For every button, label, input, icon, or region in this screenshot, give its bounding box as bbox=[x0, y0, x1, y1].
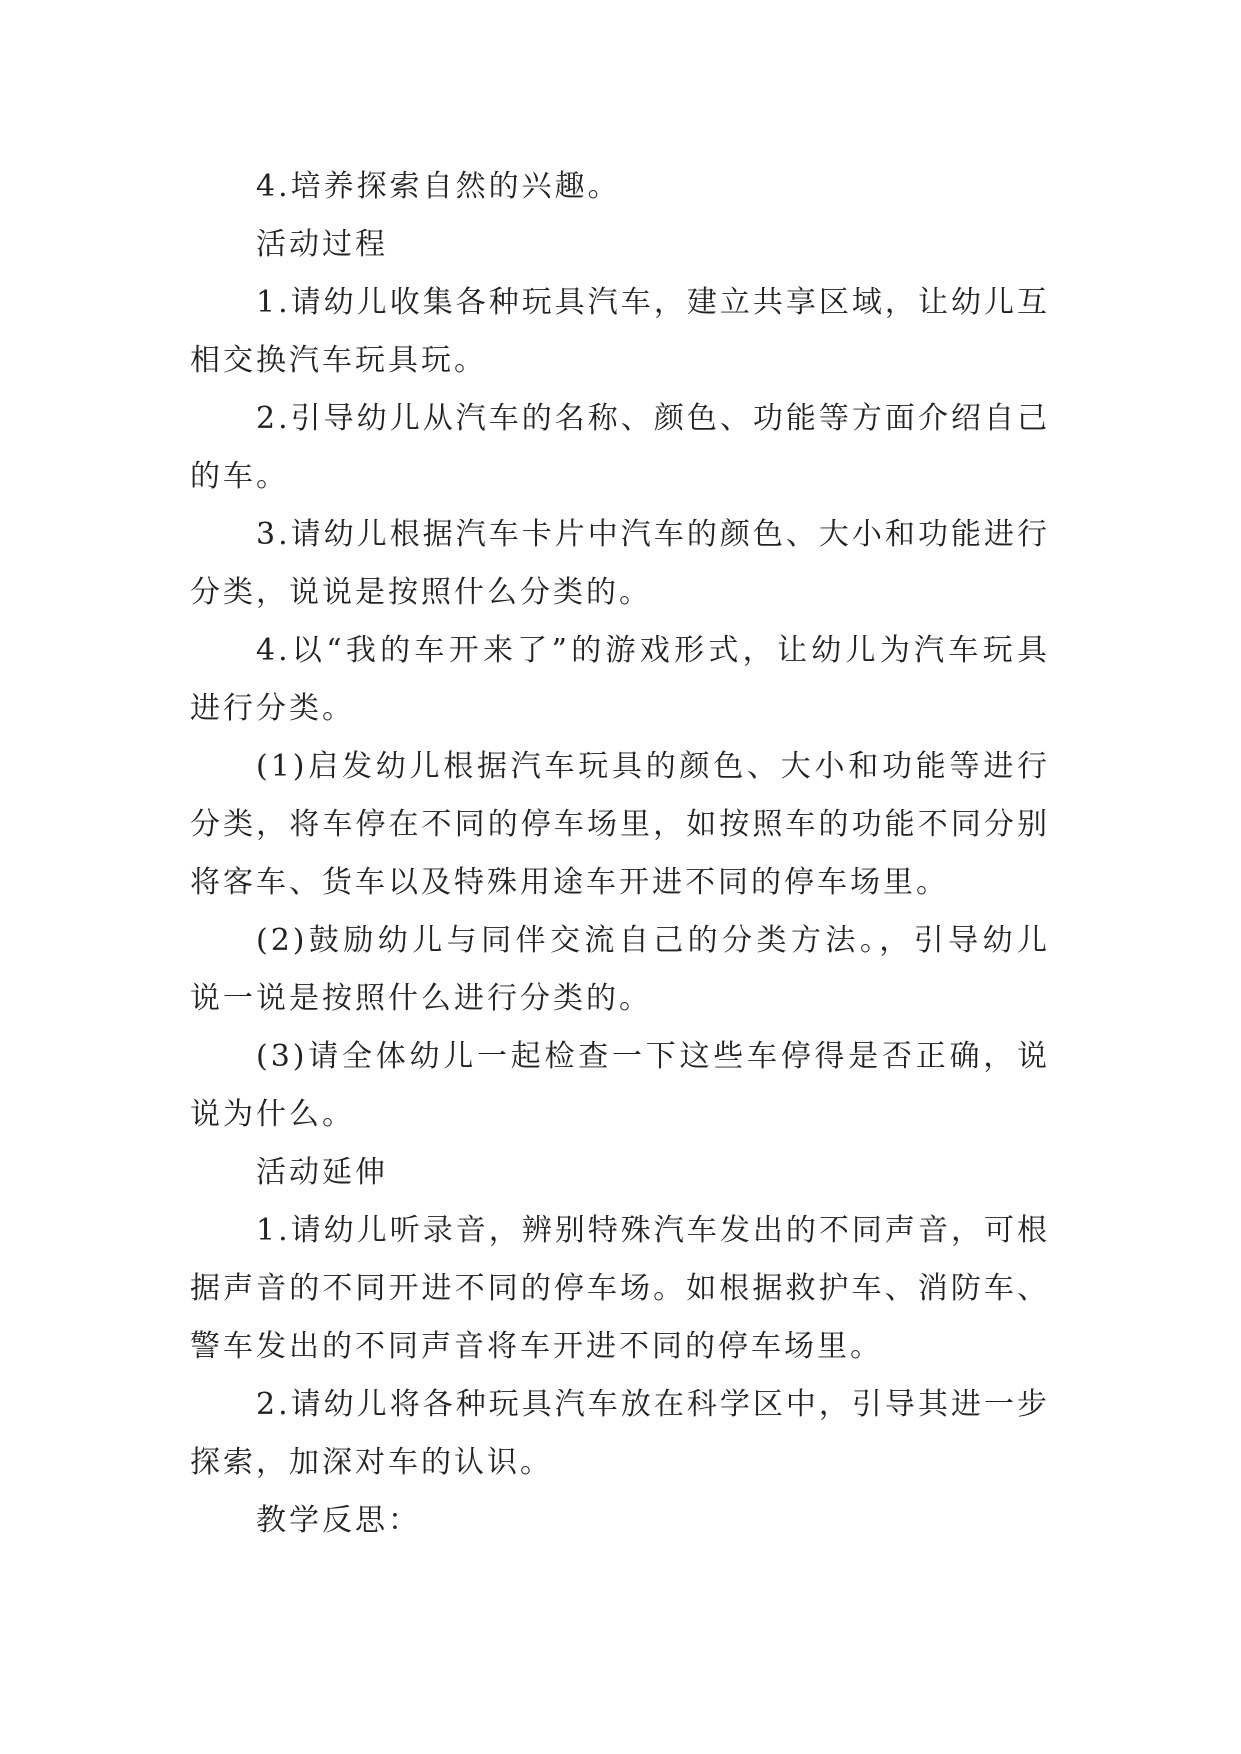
paragraph-goal-4: 4.培养探索自然的兴趣。 bbox=[256, 169, 621, 204]
paragraph-process-4: 4.以“我的车开来了”的游戏形式，让幼儿为汽车玩具进行分类。 bbox=[190, 633, 1050, 726]
paragraph-extension-2: 2.请幼儿将各种玩具汽车放在科学区中，引导其进一步探索，加深对车的认识。 bbox=[190, 1387, 1050, 1480]
paragraph-process-1: 1.请幼儿收集各种玩具汽车，建立共享区域，让幼儿互相交换汽车玩具玩。 bbox=[190, 285, 1050, 378]
paragraph-process-4-2: (2)鼓励幼儿与同伴交流自己的分类方法。，引导幼儿说一说是按照什么进行分类的。 bbox=[190, 923, 1050, 1016]
heading-activity-process: 活动过程 bbox=[256, 227, 388, 262]
heading-teaching-reflection: 教学反思： bbox=[256, 1503, 421, 1538]
paragraph-process-4-3: (3)请全体幼儿一起检查一下这些车停得是否正确，说说为什么。 bbox=[190, 1039, 1050, 1132]
paragraph-process-4-1: (1)启发幼儿根据汽车玩具的颜色、大小和功能等进行分类，将车停在不同的停车场里，如按照车的功能不同分别将客车、货车以及特殊用途车开进不同的停车场里。 bbox=[190, 749, 1050, 900]
document-body bbox=[190, 158, 1050, 1550]
paragraph-extension-1: 1.请幼儿听录音，辨别特殊汽车发出的不同声音，可根据声音的不同开进不同的停车场。如根据救护车、消防车、警车发出的不同声音将车开进不同的停车场里。 bbox=[190, 1213, 1050, 1364]
paragraph-process-3: 3.请幼儿根据汽车卡片中汽车的颜色、大小和功能进行分类，说说是按照什么分类的。 bbox=[190, 517, 1050, 610]
paragraph-process-2: 2.引导幼儿从汽车的名称、颜色、功能等方面介绍自己的车。 bbox=[190, 401, 1050, 494]
heading-activity-extension: 活动延伸 bbox=[256, 1155, 388, 1190]
